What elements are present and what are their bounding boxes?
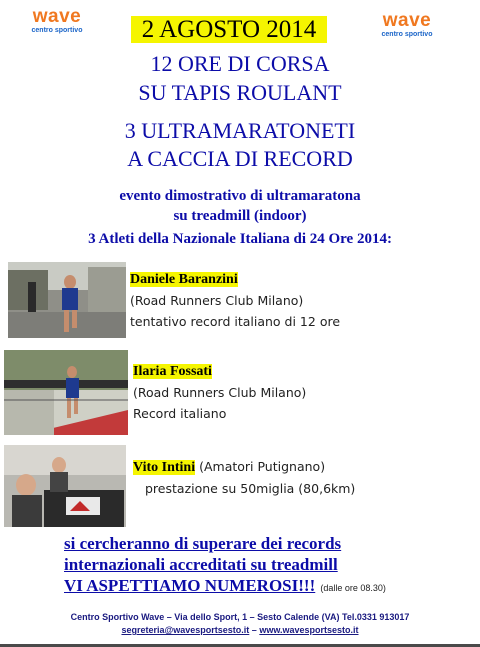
time-note: (dalle ore 08.30): [320, 583, 386, 593]
athlete-photo-fossati: [4, 350, 128, 435]
headline-line4: A CACCIA DI RECORD: [127, 146, 353, 171]
closing-line2: internazionali accreditati su treadmill: [64, 555, 338, 574]
wave-logo-left: [22, 6, 92, 38]
logo-word: wave: [32, 6, 82, 27]
headline-line3: 3 ULTRAMARATONETI: [124, 118, 356, 143]
athlete-goal: Record italiano: [133, 406, 227, 421]
footer-contacts: [0, 625, 480, 635]
headline-line2: SU TAPIS ROULANT: [138, 80, 342, 105]
wave-logo-right: [372, 10, 442, 42]
athlete-name: Vito Intini: [133, 460, 196, 475]
intro-line1: evento dimostrativo di ultramaratona: [119, 188, 361, 204]
footer-website-link[interactable]: www.wavesportsesto.it: [259, 625, 359, 635]
closing-line3-row: [64, 575, 386, 596]
footer-separator: –: [249, 625, 260, 635]
athlete-goal: prestazione su 50miglia (80,6km): [145, 481, 356, 496]
athlete-club: (Road Runners Club Milano): [130, 293, 304, 308]
closing-line1: si cercheranno di superare dei records: [64, 534, 342, 553]
headline-line1: 12 ORE DI CORSA: [150, 51, 330, 76]
athlete-info-3: [133, 456, 355, 499]
athlete-info-2: [133, 360, 306, 424]
logo-sub: centro sportivo: [31, 27, 83, 34]
closing-line3: VI ASPETTIAMO NUMEROSI!!!: [64, 576, 316, 595]
athlete-club: (Amatori Putignano): [199, 459, 326, 474]
athlete-info-1: [130, 268, 340, 332]
footer-address: Centro Sportivo Wave – Via dello Sport, 1 – Sesto Calende (VA) Tel.0331 913017: [70, 612, 410, 622]
athlete-photo-baranzini: [8, 262, 126, 338]
logo-sub-right: centro sportivo: [381, 31, 433, 38]
athlete-name: Ilaria Fossati: [133, 364, 212, 379]
footer-email-link[interactable]: segreteria@wavesportsesto.it: [121, 625, 250, 635]
intro-line2: su treadmill (indoor): [173, 208, 307, 224]
athlete-club: (Road Runners Club Milano): [133, 385, 307, 400]
intro-line3: 3 Atleti della Nazionale Italiana di 24 Ore 2014:: [88, 231, 392, 247]
athlete-goal: tentativo record italiano di 12 ore: [130, 314, 341, 329]
athlete-photo-intini: [4, 445, 126, 527]
athlete-name: Daniele Baranzini: [130, 272, 238, 287]
event-date: 2 AGOSTO 2014: [131, 16, 327, 43]
logo-word-right: wave: [382, 10, 432, 31]
